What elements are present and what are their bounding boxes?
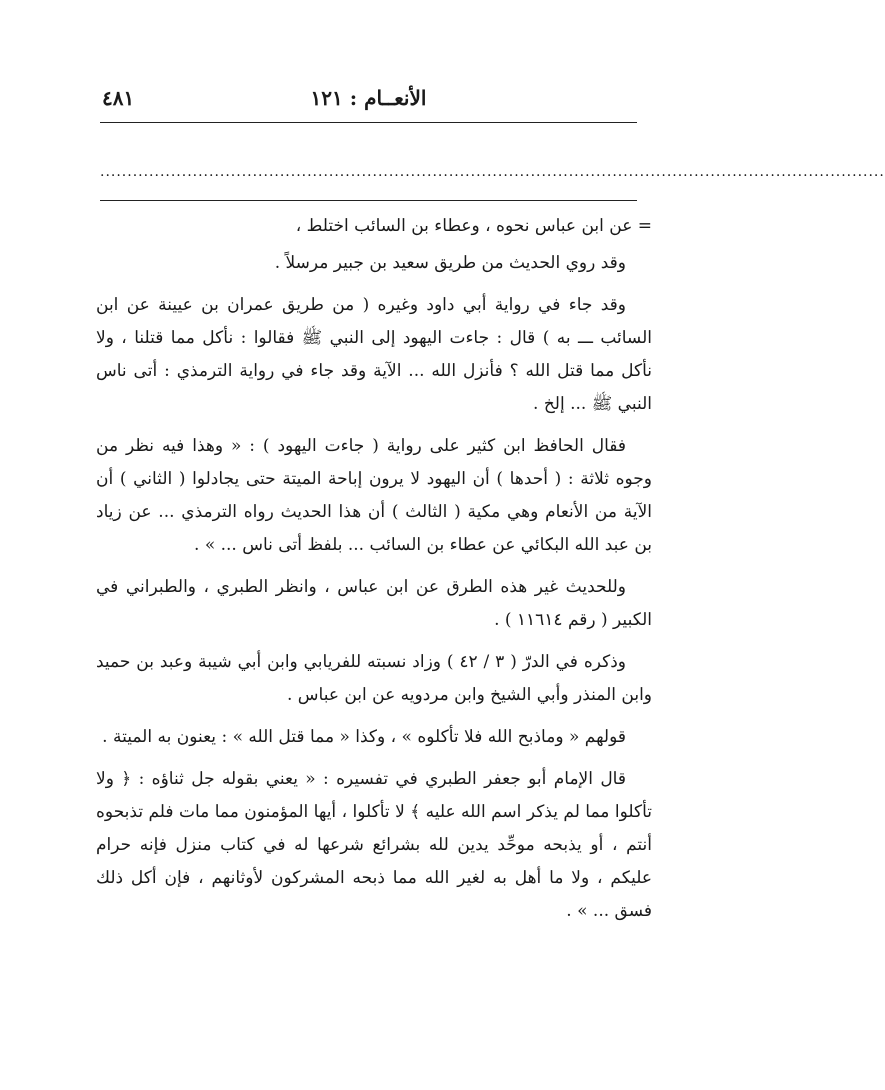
paragraph: قال الإمام أبو جعفر الطبري في تفسيره : « يعني بقوله جل ثناؤه : ﴿ ولا تأكلوا مما لم يذكر اسم الله عليه ﴾ لا تأكلوا ، أيها المؤمنون مما مات فلم تذبحوه أنتم ، أو يذبحه موحِّد يدين لله بشرائع شرعها له في كتاب منزل فإنه حرام عليكم ، ولا ما أهل به لغير الله مما ذبحه المشركون لأوثانهم ، فإن أكل ذلك فسق ... » . xyxy=(96,769,652,921)
dotted-separator: ................................................................................................................................................ xyxy=(100,164,885,180)
paragraph: وللحديث غير هذه الطرق عن ابن عباس ، وانظر الطبري ، والطبراني في الكبير ( رقم ١١٦١٤ ) . xyxy=(96,577,652,630)
paragraph: فقال الحافظ ابن كثير على رواية ( جاءت اليهود ) : « وهذا فيه نظر من وجوه ثلاثة : ( أحدها ) أن اليهود لا يرون إباحة الميتة حتى يجادلوا ( الثاني ) أن الآية من الأنعام وهي مكية ( الثالث ) أن هذا الحديث رواه الترمذي ... عن زياد بن عبد الله البكائي عن عطاء بن السائب ... بلفظ أتى ناس ... » . xyxy=(96,436,652,555)
paragraph: وقد جاء في رواية أبي داود وغيره ( من طريق عمران بن عيينة عن ابن السائب ـــ به ) قال : جاءت اليهود إلى النبي ﷺ فقالوا : نأكل مما قتلنا ، ولا نأكل مما قتل الله ؟ فأنزل الله ... الآية وقد جاء في رواية الترمذي : أتى ناس النبي ﷺ ... إلخ . xyxy=(96,295,652,414)
paragraph: وقد روي الحديث من طريق سعيد بن جبير مرسلاً . xyxy=(274,253,626,273)
paragraph: قولهم « وماذبح الله فلا تأكلوه » ، وكذا « مما قتل الله » : يعنون به الميتة . xyxy=(102,727,626,747)
page-header xyxy=(100,86,637,116)
page-number: ٤٨١ xyxy=(102,86,135,110)
paragraph-continuation: = عن ابن عباس نحوه ، وعطاء بن السائب اختلط ، xyxy=(295,216,652,236)
running-title: الأنعــام : ١٢١ xyxy=(310,86,427,110)
paragraph: وذكره في الدرّ ( ٣ / ٤٢ ) وزاد نسبته للفريابي وابن أبي شيبة وعبد بن حميد وابن المنذر وأبي الشيخ وابن مردويه عن ابن عباس . xyxy=(96,652,652,705)
footnote-body xyxy=(96,210,652,937)
footnote-rule xyxy=(100,200,637,201)
header-rule xyxy=(100,122,637,123)
